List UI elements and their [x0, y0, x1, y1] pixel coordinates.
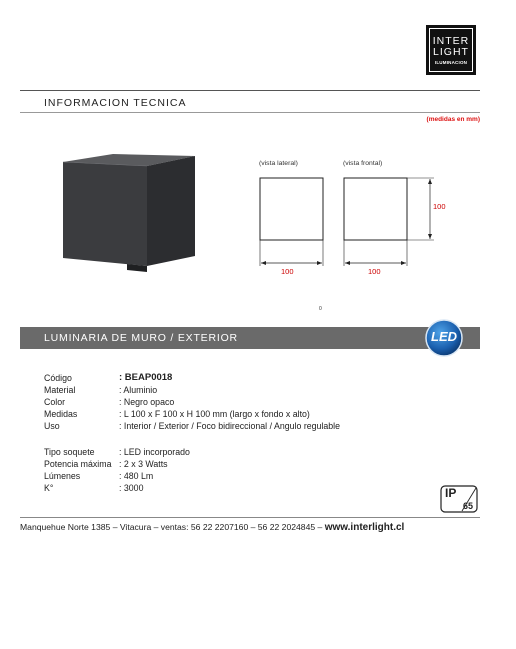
- spec-value-material: : Aluminio: [119, 385, 158, 395]
- spec-label-kelvin: K°: [44, 483, 54, 493]
- footer-divider: [20, 517, 480, 518]
- logo-line-3: ILUMINACION: [434, 59, 468, 65]
- small-mark: 0: [319, 306, 322, 312]
- logo-frame: [429, 28, 473, 72]
- lateral-view-label: (vista lateral): [259, 160, 298, 167]
- spec-value-socket: : LED incorporado: [119, 447, 190, 457]
- spec-value-code: : BEAP0018: [119, 372, 173, 383]
- product-image: [55, 148, 200, 278]
- spec-label-material: Material: [44, 385, 76, 395]
- frontal-view-label: (vista frontal): [343, 160, 383, 167]
- title-divider: [20, 112, 480, 113]
- spec-value-use: : Interior / Exterior / Foco bidireccional / Angulo regulable: [119, 421, 341, 431]
- top-divider: [20, 90, 480, 91]
- spec-value-dimensions: : L 100 x F 100 x H 100 mm (largo x fondo x alto): [119, 409, 310, 419]
- spec-label-code: Código: [44, 373, 72, 383]
- spec-value-color: : Negro opaco: [119, 397, 175, 407]
- spec-label-power: Potencia máxima: [44, 459, 112, 469]
- category-title: LUMINARIA DE MURO / EXTERIOR: [44, 332, 238, 344]
- height-value: 100: [433, 202, 446, 211]
- dimension-drawing: [250, 170, 450, 275]
- spec-label-color: Color: [44, 397, 66, 407]
- spec-label-lumens: Lúmenes: [44, 471, 81, 481]
- spec-value-kelvin: : 3000: [119, 483, 144, 493]
- frontal-width-value: 100: [368, 267, 381, 276]
- footer-address: Manquehue Norte 1385 – Vitacura – ventas: 56 22 2207160 – 56 22 2024845 –: [20, 522, 325, 532]
- spec-label-dimensions: Medidas: [44, 409, 78, 419]
- spec-label-use: Uso: [44, 421, 60, 431]
- led-badge-text: LED: [431, 329, 457, 344]
- units-note: (medidas en mm): [426, 116, 480, 123]
- lateral-width-value: 100: [281, 267, 294, 276]
- brand-logo: [426, 25, 476, 75]
- logo-line-1: INTER: [432, 34, 470, 47]
- footer-website[interactable]: www.interlight.cl: [324, 522, 405, 533]
- logo-line-2: LIGHT: [433, 45, 469, 58]
- ip-rating-label: IP: [445, 486, 457, 500]
- section-title: INFORMACION TECNICA: [44, 97, 187, 109]
- spec-value-lumens: : 480 Lm: [119, 471, 154, 481]
- ip-rating-value: 65: [463, 501, 474, 511]
- footer-contact: [20, 522, 482, 533]
- spec-value-power: : 2 x 3 Watts: [119, 459, 168, 469]
- spec-label-socket: Tipo soquete: [44, 447, 95, 457]
